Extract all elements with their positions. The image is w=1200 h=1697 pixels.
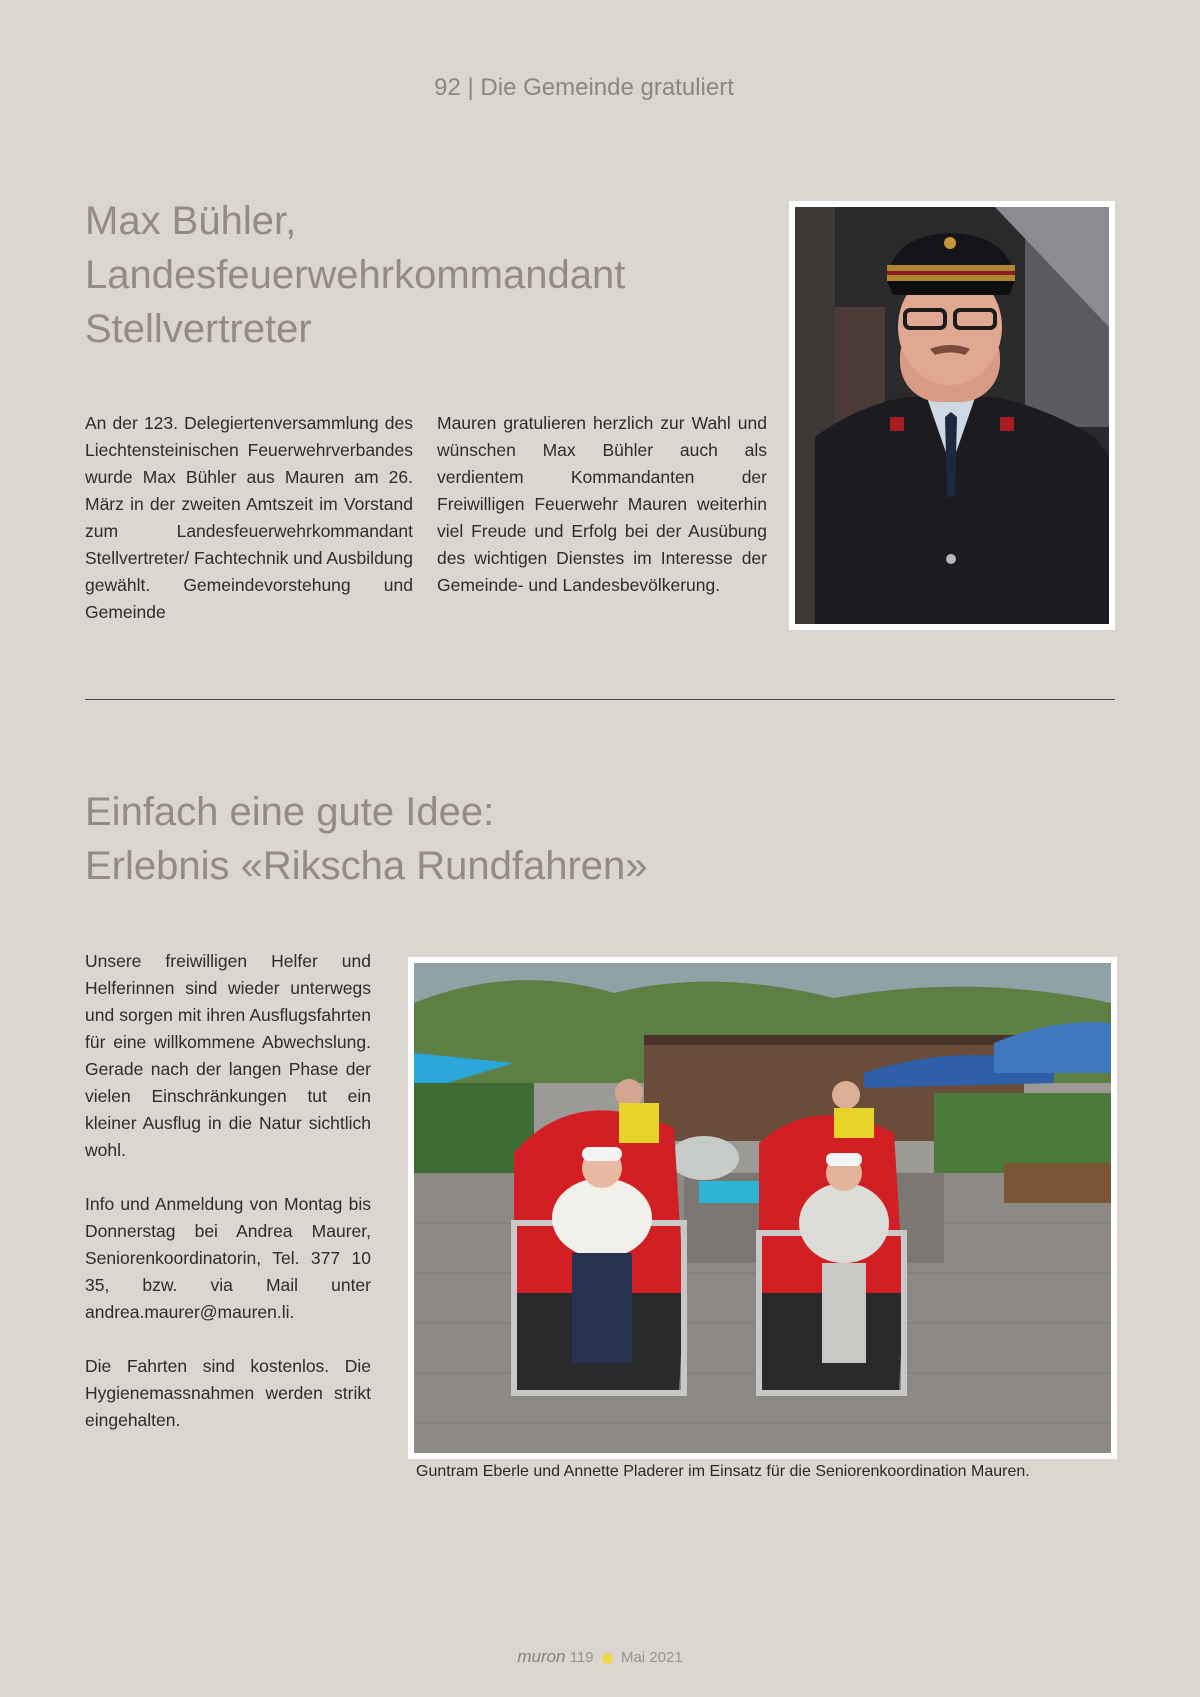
rickshaw-image bbox=[414, 963, 1111, 1453]
section-divider bbox=[85, 699, 1115, 700]
article2-paragraph: Unsere freiwilligen Helfer und Helferinnen sind wieder unterwegs und sorgen mit ihren Ausflugsfahrten für eine willkommene Abwechslung. Gerade nach der langen Phase der vielen Einschränkungen tut ein kleiner Ausflug in die Natur sichtlich wohl. bbox=[85, 951, 371, 1160]
bullet-dot-icon bbox=[602, 1653, 613, 1664]
article2-text bbox=[85, 948, 371, 1461]
article1-title bbox=[85, 194, 625, 356]
issue-number: 119 bbox=[569, 1649, 594, 1666]
article2-paragraph: Info und Anmeldung von Montag bis Donnerstag bei Andrea Maurer, Seniorenkoordinatorin, Tel. 377 10 35, bzw. via Mail unter andrea.maurer@mauren.li. bbox=[85, 1194, 371, 1322]
title-line: Max Bühler, bbox=[85, 199, 297, 243]
photo-caption: Guntram Eberle und Annette Pladerer im Einsatz für die Seniorenkoordination Mauren. bbox=[416, 1463, 1030, 1480]
title-line: Landesfeuerwehrkommandant bbox=[85, 253, 626, 297]
page-footer bbox=[0, 1647, 1200, 1667]
section-title: Die Gemeinde gratuliert bbox=[480, 74, 734, 101]
rickshaw-photo bbox=[408, 957, 1117, 1459]
title-line: Stellvertreter bbox=[85, 307, 312, 351]
title-line: Erlebnis «Rikscha Rundfahren» bbox=[85, 844, 648, 888]
issue-date: Mai 2021 bbox=[620, 1649, 683, 1666]
article1-column-1: An der 123. Delegiertenversammlung des Liechtensteinischen Feuerwehrverbandes wurde Max Bühler aus Mauren am 26. März in der zweiten Amtszeit im Vorstand zum Landesfeuerwehrkommandant Stellvertreter/ Fachtechnik und Ausbildung gewählt. Gemeindevorstehung und Gemeinde bbox=[85, 413, 413, 622]
portrait-photo bbox=[789, 201, 1115, 630]
page-header bbox=[0, 74, 1168, 102]
title-line: Einfach eine gute Idee: bbox=[85, 790, 495, 834]
header-separator: | bbox=[467, 74, 474, 101]
article2-paragraph: Die Fahrten sind kostenlos. Die Hygienemassnahmen werden strikt eingehalten. bbox=[85, 1356, 371, 1430]
magazine-brand: muron bbox=[517, 1647, 566, 1666]
page-number: 92 bbox=[434, 74, 461, 101]
portrait-image bbox=[795, 207, 1109, 624]
article1-column-2: Mauren gratulieren herzlich zur Wahl und wünschen Max Bühler auch als verdientem Kommandanten der Freiwilligen Feuerwehr Mauren weiterhin viel Freude und Erfolg bei der Ausübung des wichtigen Dienstes im Interesse der Gemeinde- und Landesbevölkerung. bbox=[437, 413, 767, 595]
article2-title bbox=[85, 785, 648, 893]
